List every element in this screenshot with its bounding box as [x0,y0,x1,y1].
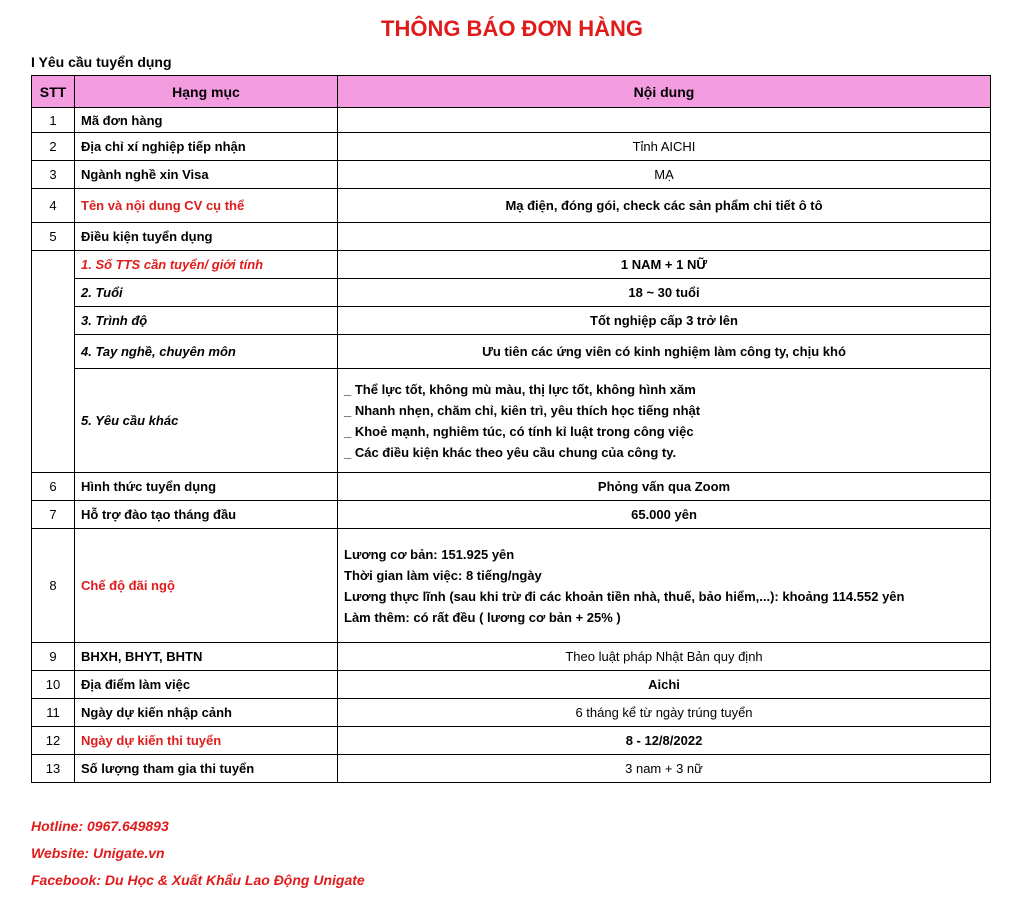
row-category: Mã đơn hàng [75,108,338,133]
row-content: 18 ~ 30 tuổi [338,279,991,307]
requirements-table [31,75,991,783]
benefit-line: Lương thực lĩnh (sau khi trừ đi các khoản tiền nhà, thuế, bảo hiểm,...): khoảng 114.552 yên [344,588,905,604]
table-row [32,335,991,369]
row-content: Ưu tiên các ứng viên có kinh nghiệm làm công ty, chịu khó [338,335,991,369]
row-category: 5. Yêu cầu khác [75,369,338,473]
row-category: Địa chỉ xí nghiệp tiếp nhận [75,133,338,161]
row-content: 65.000 yên [338,501,991,529]
table-row [32,699,991,727]
benefit-line: Lương cơ bản: 151.925 yên [344,546,515,562]
row-category: Số lượng tham gia thi tuyển [75,755,338,783]
row-content: Aichi [338,671,991,699]
row-category: Điều kiện tuyển dụng [75,223,338,251]
row-category: Chế độ đãi ngộ [75,529,338,643]
page-title: THÔNG BÁO ĐƠN HÀNG [381,16,643,41]
row-stt: 4 [32,189,75,223]
row-category: 3. Trình độ [75,307,338,335]
benefit-line: Thời gian làm việc: 8 tiếng/ngày [344,567,542,583]
table-row [32,279,991,307]
table-row [32,189,991,223]
requirement-line: _ Khoẻ mạnh, nghiêm túc, có tính kỉ luật trong công việc [344,423,694,439]
row-stt: 11 [32,699,75,727]
website-text: Website: Unigate.vn [31,845,165,861]
table-row [32,133,991,161]
hotline-text: Hotline: 0967.649893 [31,818,169,834]
row-content: 8 - 12/8/2022 [338,727,991,755]
row-stt: 3 [32,161,75,189]
row-category: Địa điểm làm việc [75,671,338,699]
row-stt: 7 [32,501,75,529]
row-stt: 12 [32,727,75,755]
row-stt: 1 [32,108,75,133]
table-row [32,501,991,529]
requirement-line: _ Nhanh nhẹn, chăm chỉ, kiên trì, yêu thích học tiếng nhật [344,402,701,418]
table-row [32,369,991,473]
table-row [32,671,991,699]
table-row [32,643,991,671]
table-row [32,161,991,189]
header-content: Nội dung [338,76,991,108]
table-row [32,755,991,783]
table-row [32,251,991,279]
table-row [32,727,991,755]
row-content: Tốt nghiệp cấp 3 trở lên [338,307,991,335]
table-row [32,108,991,133]
row-content [338,223,991,251]
row-content: 3 nam + 3 nữ [338,755,991,783]
row-category: Ngày dự kiến thi tuyển [75,727,338,755]
row-content: 1 NAM + 1 NỮ [338,251,991,279]
table-row [32,473,991,501]
requirement-line: _ Thể lực tốt, không mù màu, thị lực tốt, không hình xăm [344,381,696,397]
row-content: Mạ điện, đóng gói, check các sản phẩm chi tiết ô tô [338,189,991,223]
header-stt: STT [32,76,75,108]
table-row [32,307,991,335]
row-stt: 5 [32,223,75,251]
table-row [32,223,991,251]
row-content [338,108,991,133]
row-category: 1. Số TTS cần tuyển/ giới tính [75,251,338,279]
row-content-list [338,529,991,643]
facebook-text: Facebook: Du Học & Xuất Khẩu Lao Động Unigate [31,872,365,888]
section-heading: I Yêu cầu tuyển dụng [31,54,172,70]
row-category: Hỗ trợ đào tạo tháng đầu [75,501,338,529]
row-category: Ngày dự kiến nhập cảnh [75,699,338,727]
row-category: 4. Tay nghề, chuyên môn [75,335,338,369]
row-stt: 10 [32,671,75,699]
table-header-row [32,76,991,108]
benefit-line: Làm thêm: có rất đều ( lương cơ bản + 25% ) [344,609,621,625]
row-content: MẠ [338,161,991,189]
row-category: 2. Tuổi [75,279,338,307]
row-category: Ngành nghề xin Visa [75,161,338,189]
row-content: Theo luật pháp Nhật Bản quy định [338,643,991,671]
row-content: Phỏng vấn qua Zoom [338,473,991,501]
row-stt-merged [32,251,75,473]
header-category: Hạng mục [75,76,338,108]
row-stt: 2 [32,133,75,161]
row-content-list [338,369,991,473]
row-content: Tỉnh AICHI [338,133,991,161]
row-content: 6 tháng kể từ ngày trúng tuyển [338,699,991,727]
row-stt: 9 [32,643,75,671]
row-stt: 13 [32,755,75,783]
row-stt: 8 [32,529,75,643]
row-category: Tên và nội dung CV cụ thể [75,189,338,223]
requirement-line: _ Các điều kiện khác theo yêu cầu chung của công ty. [344,444,677,460]
row-category: BHXH, BHYT, BHTN [75,643,338,671]
table-row [32,529,991,643]
row-stt: 6 [32,473,75,501]
row-category: Hình thức tuyển dụng [75,473,338,501]
